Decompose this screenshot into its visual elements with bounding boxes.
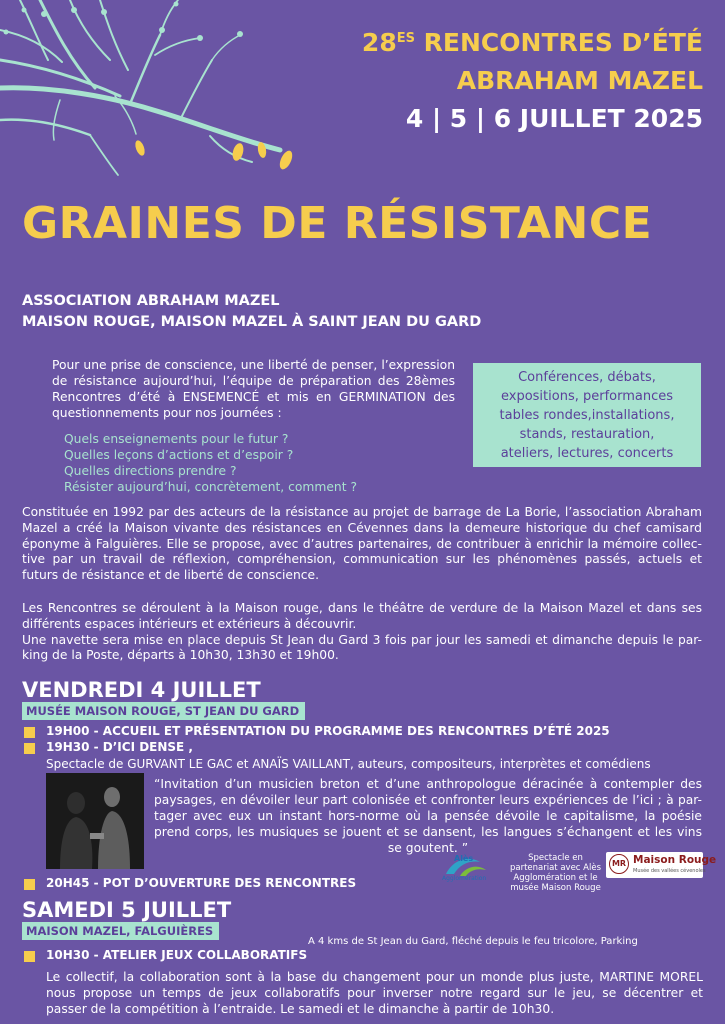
maison-rouge-emblem: MR bbox=[609, 854, 629, 874]
paragraph-line: Une navette sera mise en place depuis St Jean du Gard 3 fois par jour les samedi et dimanche depuis le par- bbox=[22, 632, 702, 647]
intro-line: Pour une prise de conscience, une liberté de penser, l’expression bbox=[52, 358, 455, 372]
friday-item-show: 19H30 - D’ICI DENSE , bbox=[46, 740, 193, 754]
activity-line: stands, restauration, bbox=[519, 427, 655, 442]
show-credit bbox=[46, 757, 651, 771]
intro-line: Rencontres d’été à ENSEMENCÉ et mis en GERMINATION des bbox=[52, 390, 455, 404]
event-dates: 4 | 5 | 6 JUILLET 2025 bbox=[405, 104, 703, 133]
paragraph-line: différents espaces intérieurs et extérieurs à découvrir. bbox=[22, 616, 357, 631]
question-item: Quels enseignements pour le futur ? bbox=[64, 432, 289, 446]
paragraph-line: king de la Poste, départs à 10h30, 13h30 et 19h00. bbox=[22, 648, 339, 663]
association-block bbox=[22, 291, 481, 333]
paragraph-line: futurs de résistance et de liberté de conscience. bbox=[22, 568, 320, 583]
saturday-location: MAISON MAZEL, FALGUIÈRES bbox=[22, 922, 219, 940]
saturday-item-games: 10H30 - ATELIER JEUX COLLABORATIFS bbox=[46, 948, 308, 962]
description-line: Le collectif, la collaboration sont à la base du changement pour un monde plus juste, MARTINE MOREL bbox=[46, 970, 703, 984]
performers-photo bbox=[46, 773, 144, 869]
intro-line: de résistance aujourd’hui, l’équipe de préparation des 28èmes bbox=[52, 374, 455, 388]
paragraph-line: Constituée en 1992 par des acteurs de la résistance au projet de barrage de La Borie, l’association Abraham bbox=[22, 505, 702, 519]
intro-text bbox=[52, 357, 455, 421]
activity-line: tables rondes,installations, bbox=[499, 408, 675, 423]
venue-line: MAISON ROUGE, MAISON MAZEL À SAINT JEAN DU GARD bbox=[22, 314, 482, 330]
edition-rest: RENCONTRES D’ÉTÉ bbox=[414, 28, 703, 57]
description-line: passer de la compétition à l’entraide. Le samedi et le dimanche à partir de 10h30. bbox=[46, 1002, 555, 1016]
saturday-title: SAMEDI 5 JUILLET bbox=[22, 898, 232, 922]
edition-heading bbox=[362, 28, 703, 57]
venue-paragraph bbox=[22, 601, 702, 664]
partner-note: Spectacle en partenariat avec Alès Agglomération et le musée Maison Rouge bbox=[509, 853, 602, 893]
activity-line: expositions, performances bbox=[500, 389, 674, 404]
show-credit-names: Spectacle de GURVANT LE GAC et ANAÏS VAILLANT bbox=[46, 757, 350, 771]
paragraph-line: tive par un travail de réflexion, compréhension, communication sur les phénomènes passés, actuels et bbox=[22, 552, 702, 567]
friday-location: MUSÉE MAISON ROUGE, ST JEAN DU GARD bbox=[22, 702, 305, 720]
activity-line: Conférences, débats, bbox=[518, 370, 656, 385]
quote-line: “Invitation d’un musicien breton et d’une anthropologue déracinée à contempler des bbox=[154, 777, 702, 791]
friday-item-welcome: 19H00 - ACCUEIL ET PRÉSENTATION DU PROGRAMME DES RENCONTRES D’ÉTÉ 2025 bbox=[46, 724, 610, 738]
show-credit-roles: , auteurs, compositeurs, interprètes et comédiens bbox=[349, 757, 651, 771]
maison-rouge-subtitle: Musée des vallées cévenoles bbox=[633, 868, 706, 874]
event-name: ABRAHAM MAZEL bbox=[456, 66, 703, 95]
edition-suffix: ES bbox=[396, 31, 415, 46]
paragraph-line: Les Rencontres se déroulent à la Maison rouge, dans le théâtre de verdure de la Maison Mazel et dans ses bbox=[22, 601, 702, 615]
friday-title: VENDREDI 4 JUILLET bbox=[22, 678, 261, 702]
maison-rouge-logo bbox=[606, 852, 717, 878]
description-line: nous propose un temps de jeux collaboratifs pour inverser notre regard sur le jeu, se décentrer et bbox=[46, 986, 703, 1000]
question-item: Quelles directions prendre ? bbox=[64, 464, 237, 478]
activities-box bbox=[473, 363, 701, 467]
bullet-icon bbox=[24, 951, 35, 962]
quote-line: paysages, en dévoiler leur part colonisée et confronter leurs expériences de l’ici ; à par- bbox=[154, 793, 702, 807]
intro-line: questionnements pour nos journées : bbox=[52, 406, 282, 420]
show-description bbox=[154, 776, 702, 856]
branch-illustration bbox=[0, 0, 300, 200]
maison-rouge-name: Maison Rouge bbox=[633, 854, 717, 866]
quote-line: tager avec eux un instant hors-norme où la pensée dévoile le capitalisme, la poésie bbox=[154, 809, 702, 823]
games-description bbox=[46, 969, 703, 1017]
quote-line: se goutent. ” bbox=[387, 841, 469, 855]
association-line: ASSOCIATION ABRAHAM MAZEL bbox=[22, 293, 280, 309]
paragraph-line: Mazel a créé la Maison vivante des résistances en Cévennes dans la demeure historique du chef camisard bbox=[22, 520, 702, 535]
bullet-icon bbox=[24, 743, 35, 754]
paragraph-line: éponyme à Falguières. Elle se propose, avec d’autres partenaires, de contribuer à enrichir la mémoire collec- bbox=[22, 536, 702, 551]
friday-item-opening: 20H45 - POT D’OUVERTURE DES RENCONTRES bbox=[46, 876, 357, 890]
ales-logo-subtext: Agglomération bbox=[442, 875, 487, 882]
bullet-icon bbox=[24, 879, 35, 890]
main-title: GRAINES DE RÉSISTANCE bbox=[22, 198, 653, 249]
quote-line: prend corps, les musiques se jouent et se dansent, les langues s’échangent et les vins bbox=[154, 825, 702, 839]
question-item: Résister aujourd’hui, concrètement, comment ? bbox=[64, 480, 357, 494]
association-paragraph bbox=[22, 505, 702, 584]
bullet-icon bbox=[24, 727, 35, 738]
saturday-location-note: A 4 kms de St Jean du Gard, fléché depuis le feu tricolore, Parking bbox=[308, 936, 638, 947]
activity-line: ateliers, lectures, concerts bbox=[500, 446, 674, 461]
edition-number: 28 bbox=[361, 28, 397, 57]
ales-logo-text: Alès bbox=[454, 854, 474, 863]
ales-agglomeration-logo bbox=[440, 852, 498, 886]
question-item: Quelles leçons d’actions et d’espoir ? bbox=[64, 448, 294, 462]
question-list bbox=[64, 431, 357, 495]
